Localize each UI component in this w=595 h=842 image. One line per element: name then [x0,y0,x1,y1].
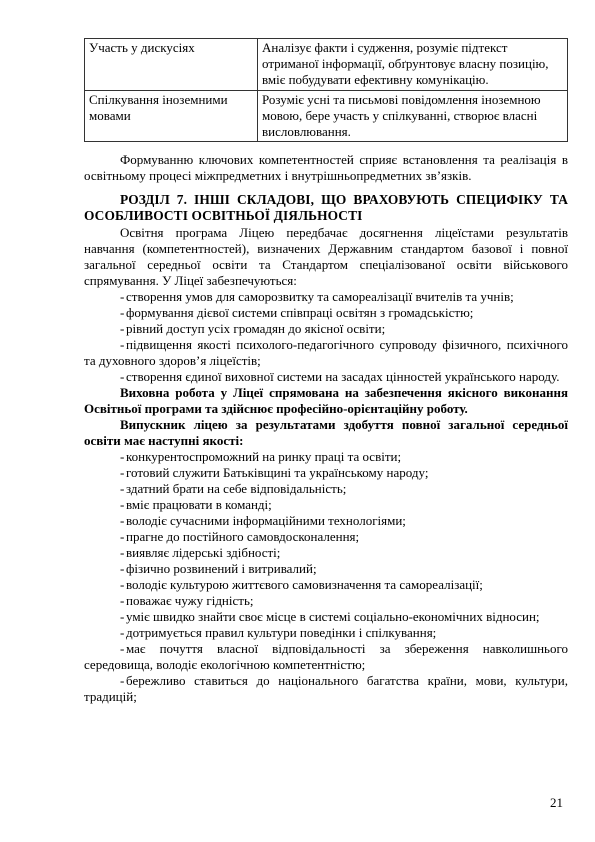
list-item: - має почуття власної відповідальності за збереження навколишнього середовища, володіє екологічною компетентністю; [84,641,568,673]
list-item: - створення єдиної виховної системи на засадах цінностей українського народу. [120,369,560,385]
competency-table [84,38,568,142]
document-page [84,38,568,705]
list-item: - готовий служити Батьківщині та українському народу; [120,465,429,481]
list-item: - володіє культурою життєвого самовизначення та самореалізації; [120,577,483,593]
list-item: - формування дієвої системи співпраці освітян з громадськістю; [120,305,474,321]
list-item: - бережливо ставиться до національного багатства країни, мови, культури, традицій; [84,673,568,705]
table-cell-skill: Спілкування іноземними мовами [85,90,258,142]
list-item: - поважає чужу гідність; [120,593,254,609]
list-item: - конкурентоспроможний на ринку праці та освіти; [120,449,402,465]
table-cell-description: Розуміє усні та письмові повідомлення іноземною мовою, бере участь у спілкуванні, створює власні висловлювання. [258,90,568,142]
list-item: - вміє працювати в команді; [120,497,272,513]
provisions-list [84,289,568,385]
list-item: - рівний доступ усіх громадян до якісної освіти; [120,321,386,337]
list-item: - володіє сучасними інформаційними технологіями; [120,513,406,529]
table-row [85,90,568,142]
list-item: - фізично розвинений і витривалий; [120,561,317,577]
table-cell-description: Аналізує факти і судження, розуміє підтекст отриманої інформації, обґрунтовує власну позицію, вміє побудувати ефективну комунікацію. [258,39,568,91]
page-number: 21 [550,795,563,810]
intro-paragraph: Формуванню ключових компетентностей сприяє встановлення та реалізація в освітньому процесі міжпредметних і внутрішньопредметних зв’язків. [84,152,568,184]
list-item: - дотримується правил культури поведінки і спілкування; [120,625,437,641]
list-item: - прагне до постійного самовдосконалення; [120,529,360,545]
education-paragraph: Виховна робота у Ліцеї спрямована на забезпечення якісного виконання Освітньої програми та здійснює професійно-орієнтаційну роботу. [84,385,568,417]
table-row [85,39,568,91]
list-item: - створення умов для саморозвитку та самореалізації вчителів та учнів; [120,289,514,305]
list-item: - виявляє лідерські здібності; [120,545,281,561]
program-paragraph: Освітня програма Ліцею передбачає досягнення ліцеїстами результатів навчання (компетентностей), визначених Державним стандартом базової і повної загальної середньої освіти та Стандартом спеціалізованої освіти військового спрямування. У Ліцеї забезпечуються: [84,225,568,289]
list-item: - здатний брати на себе відповідальність; [120,481,347,497]
section-heading: РОЗДІЛ 7. ІНШІ СКЛАДОВІ, ЩО ВРАХОВУЮТЬ СПЕЦИФІКУ ТА ОСОБЛИВОСТІ ОСВІТНЬОЇ ДІЯЛЬНОСТІ [84,192,568,224]
list-item: - підвищення якості психолого-педагогічного супроводу фізичного, психічного та духовного здоров’я ліцеїстів; [84,337,568,369]
qualities-list [84,449,568,705]
graduate-paragraph: Випускник ліцею за результатами здобуття повної загальної середньої освіти має наступні якості: [84,417,568,449]
list-item: - уміє швидко знайти своє місце в системі соціально-економічних відносин; [120,609,540,625]
table-cell-skill: Участь у дискусіях [85,39,258,91]
